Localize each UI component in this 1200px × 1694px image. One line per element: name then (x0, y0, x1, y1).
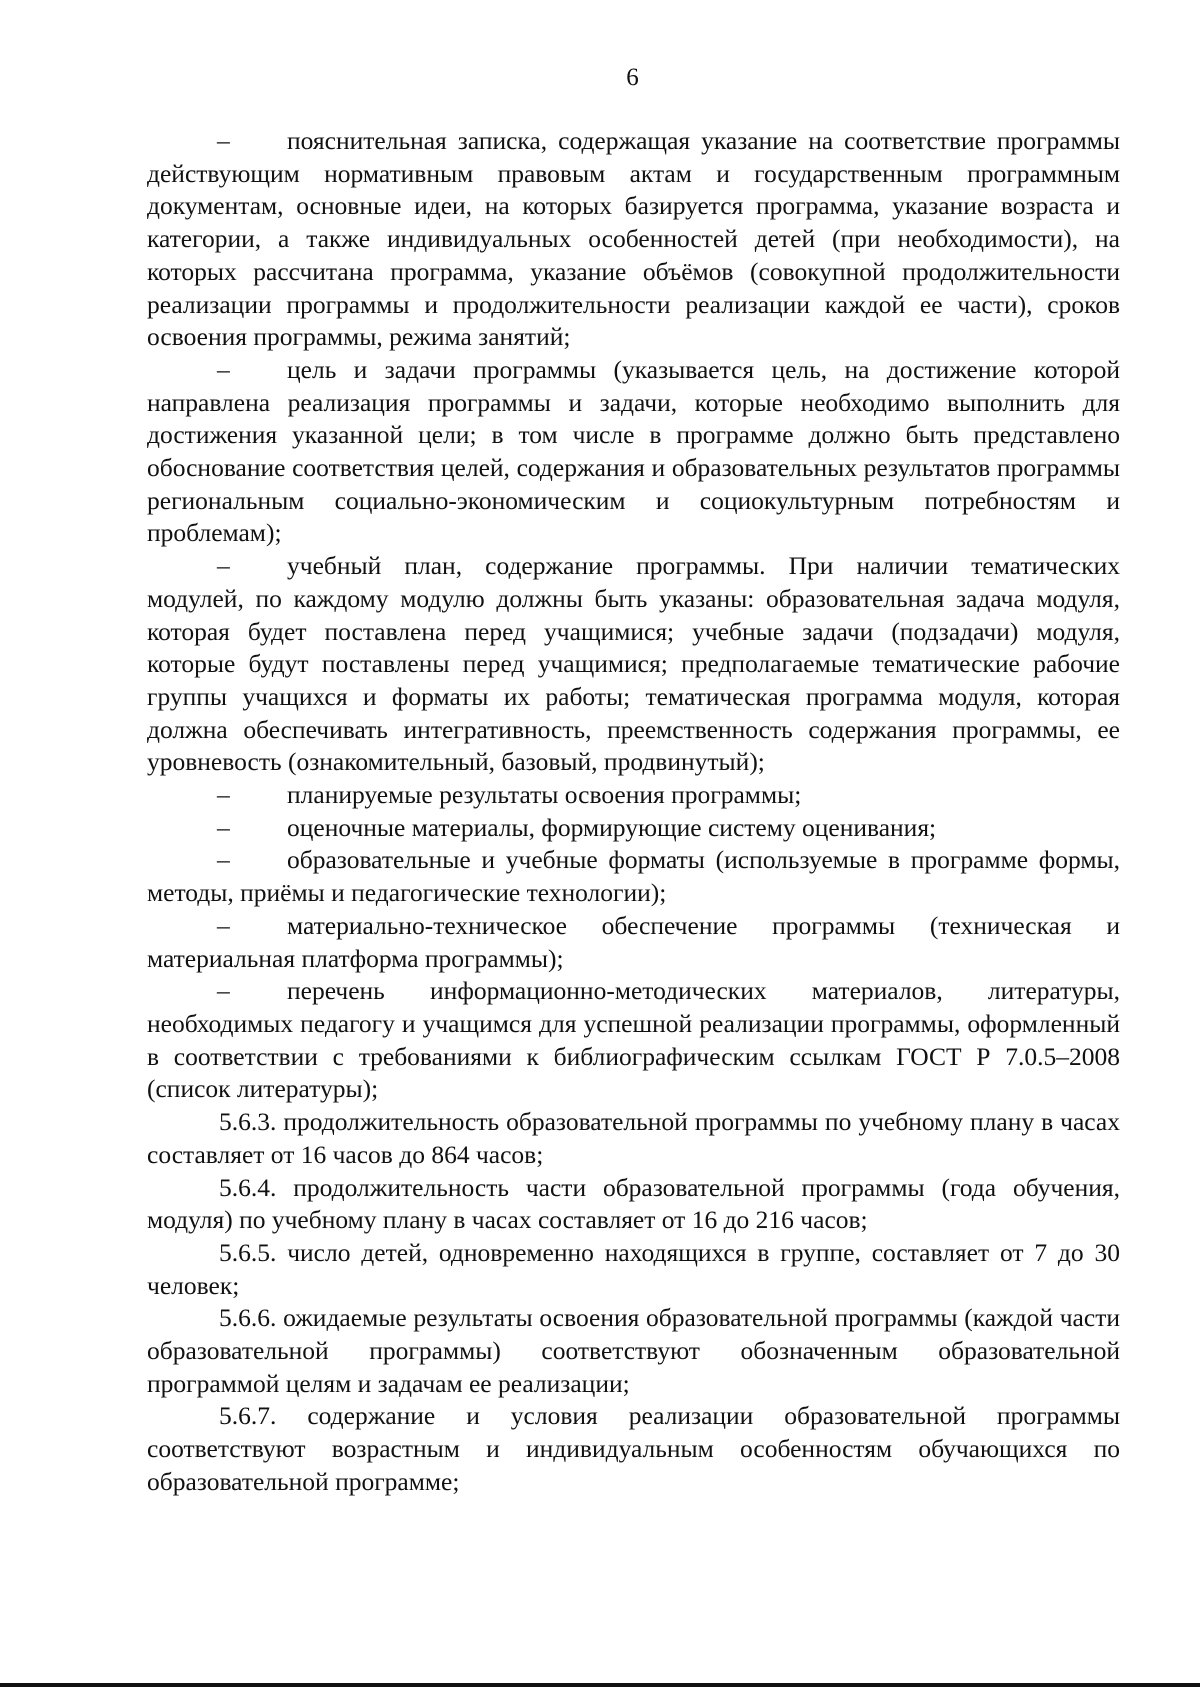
dash-marker: – (217, 780, 230, 810)
dash-marker: – (217, 845, 230, 875)
dash-marker: – (217, 910, 230, 940)
list-item-planned-results (147, 779, 1120, 812)
list-item-text: образовательные и учебные форматы (используемые в программе формы, методы, приёмы и педагогические технологии); (147, 845, 1120, 908)
list-item-goals-tasks (147, 354, 1120, 550)
list-item-curriculum (147, 550, 1120, 779)
clause-5-6-7: 5.6.7. содержание и условия реализации образовательной программы соответствуют возрастным и индивидуальным особенностям обучающихся по образовательной программе; (147, 1401, 1120, 1496)
clause-5-6-6: 5.6.6. ожидаемые результаты освоения образовательной программы (каждой части образовательной программы) соответствуют обозначенным образовательной программой целям и задачам ее реализации; (147, 1303, 1120, 1398)
page-number: 6 (626, 64, 639, 91)
list-item-explanatory-note (147, 125, 1120, 354)
list-item-assessment-materials (147, 812, 1120, 845)
dash-marker: – (217, 551, 230, 581)
list-item-technical-support (147, 910, 1120, 975)
clause-5-6-5: 5.6.5. число детей, одновременно находящихся в группе, составляет от 7 до 30 человек; (147, 1237, 1120, 1300)
list-item-text: планируемые результаты освоения программы; (287, 780, 802, 810)
dash-marker: – (217, 812, 230, 842)
list-item-materials-list (147, 975, 1120, 1106)
dash-marker: – (217, 976, 230, 1006)
bottom-rule (0, 1683, 1200, 1687)
dash-marker: – (217, 126, 230, 155)
list-item-text: цель и задачи программы (указывается цель, на достижение которой направлена реализация программы и задачи, которые необходимо выполнить для достижения указанной цели; в том числе в программе должно быть представлено обоснование соответствия целей, содержания и образовательных результатов программы региональным социально-экономическим и социокультурным потребностям и проблемам); (147, 354, 1120, 548)
list-item-text: учебный план, содержание программы. При наличии тематических модулей, по каждому модулю должны быть указаны: образовательная задача модуля, которая будет поставлена перед учащимися; учебные задачи (подзадачи) модуля, которые будут поставлены перед учащимися; предполагаемые тематические рабочие группы учащихся и форматы их работы; тематическая программа модуля, которая должна обеспечивать интегративность, преемственность содержания программы, ее уровневость (ознакомительный, базовый, продвинутый); (147, 551, 1120, 777)
list-item-text: оценочные материалы, формирующие систему оценивания; (287, 812, 937, 842)
document-body (147, 125, 1120, 1499)
clause-5-6-4: 5.6.4. продолжительность части образовательной программы (года обучения, модуля) по учебному плану в часах составляет от 16 до 216 часов; (147, 1172, 1120, 1235)
list-item-text: пояснительная записка, содержащая указание на соответствие программы действующим нормативным правовым актам и государственным программным документам, основные идеи, на которых базируется программа, указание возраста и категории, а также индивидуальных особенностей детей (при необходимости), на которых рассчитана программа, указание объёмов (совокупной продолжительности реализации программы и продолжительности реализации каждой ее части), сроков освоения программы, режима занятий; (147, 126, 1120, 352)
dash-marker: – (217, 354, 230, 384)
list-item-text: материально-техническое обеспечение программы (техническая и материальная платформа программы); (147, 910, 1120, 973)
list-item-text: перечень информационно-методических материалов, литературы, необходимых педагогу и учащимся для успешной реализации программы, оформленный в соответствии с требованиями к библиографическим ссылкам ГОСТ Р 7.0.5–2008 (список литературы); (147, 976, 1120, 1104)
clause-5-6-3: 5.6.3. продолжительность образовательной программы по учебному плану в часах составляет от 16 часов до 864 часов; (147, 1107, 1120, 1169)
list-item-formats (147, 844, 1120, 909)
